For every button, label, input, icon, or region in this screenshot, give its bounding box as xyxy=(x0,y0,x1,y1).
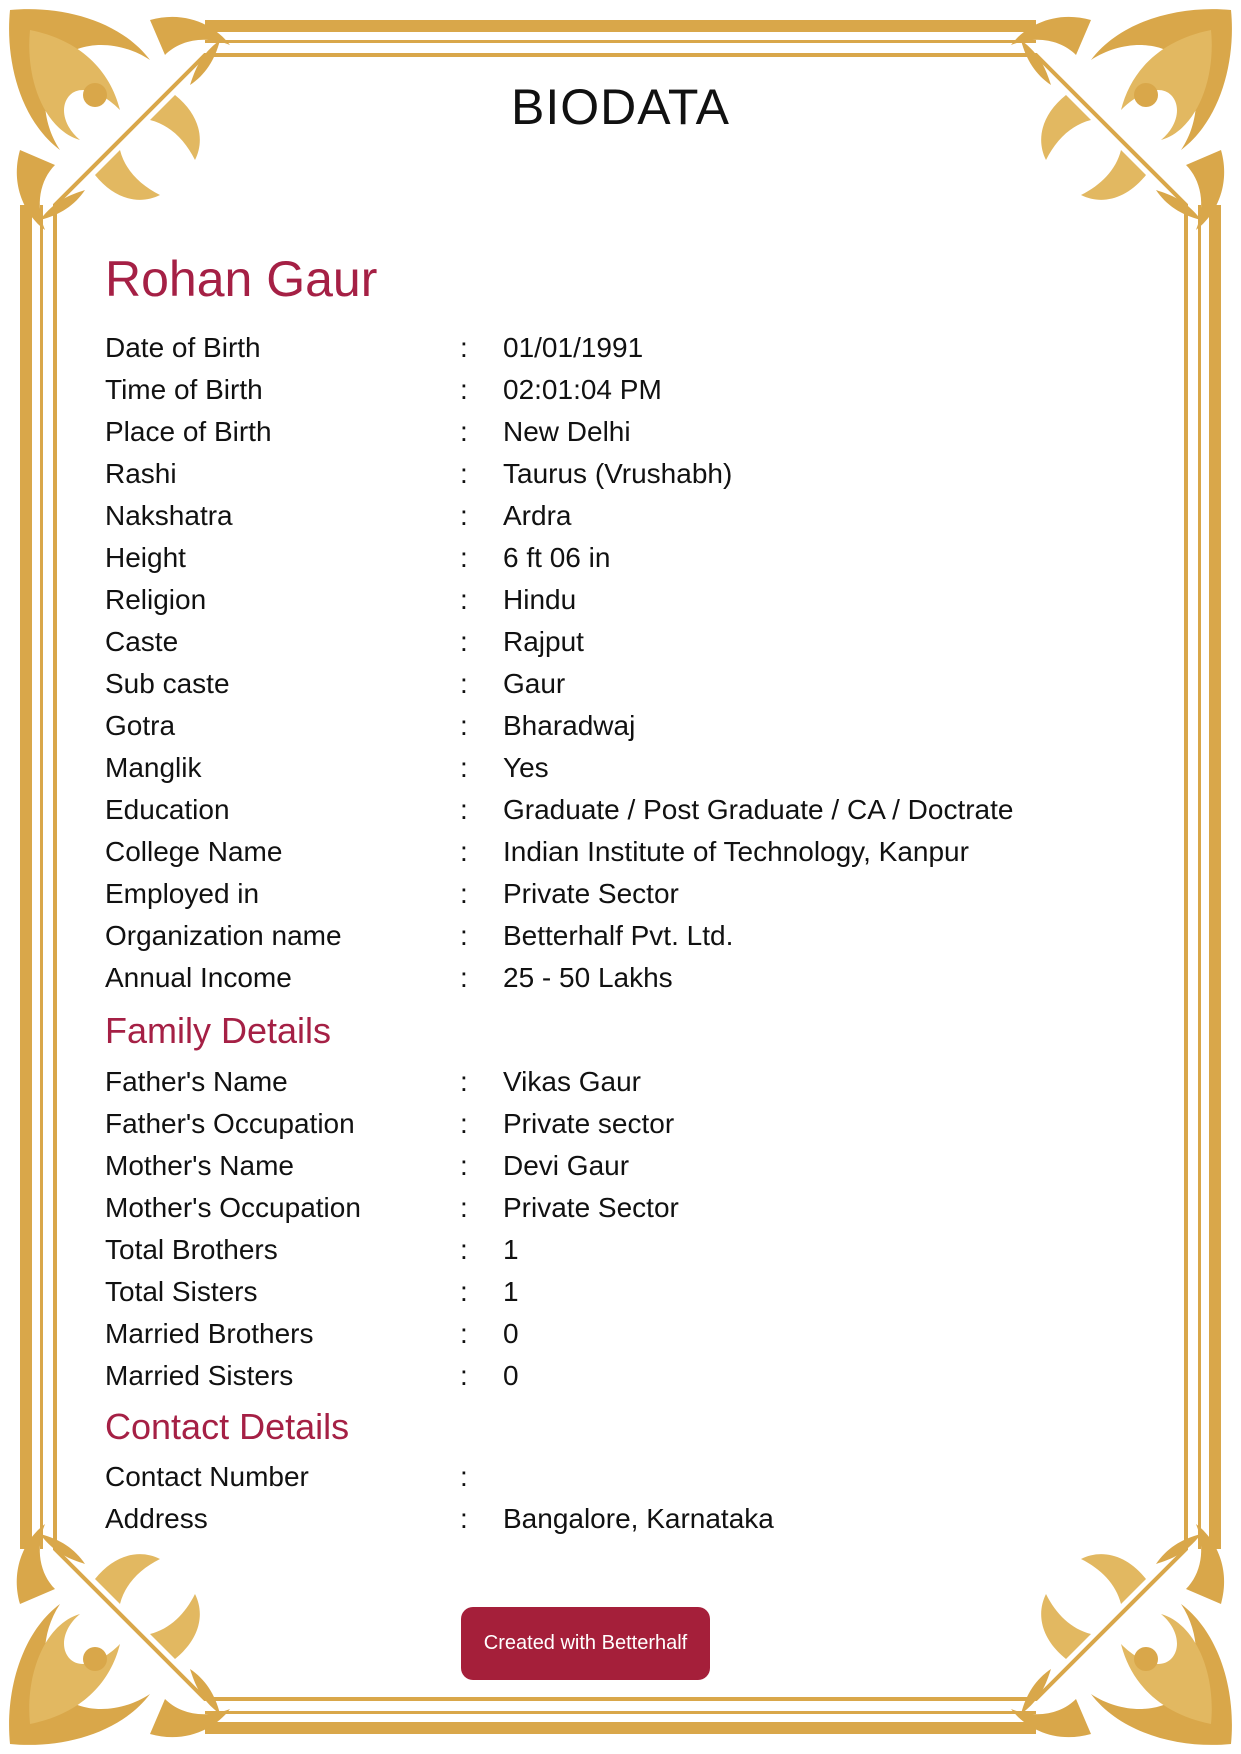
detail-separator: : xyxy=(460,1503,468,1534)
detail-value: Indian Institute of Technology, Kanpur xyxy=(503,836,969,867)
detail-separator: : xyxy=(460,374,468,405)
detail-label: Annual Income xyxy=(105,962,292,993)
detail-value: Betterhalf Pvt. Ltd. xyxy=(503,920,734,951)
detail-separator: : xyxy=(460,710,468,741)
detail-separator: : xyxy=(460,1192,468,1223)
detail-label: Mother's Name xyxy=(105,1150,294,1181)
detail-label: College Name xyxy=(105,836,283,867)
detail-separator: : xyxy=(460,794,468,825)
detail-label: Sub caste xyxy=(105,668,230,699)
detail-separator: : xyxy=(460,920,468,951)
detail-value: 25 - 50 Lakhs xyxy=(503,962,673,993)
detail-label: Father's Occupation xyxy=(105,1108,355,1139)
detail-value: 0 xyxy=(503,1360,519,1391)
detail-separator: : xyxy=(460,626,468,657)
detail-separator: : xyxy=(460,1066,468,1097)
detail-separator: : xyxy=(460,752,468,783)
detail-value: Bharadwaj xyxy=(503,710,636,741)
detail-label: Address xyxy=(105,1503,208,1534)
detail-value: Gaur xyxy=(503,668,566,699)
detail-value: 1 xyxy=(503,1276,519,1307)
detail-value: Private Sector xyxy=(503,1192,679,1223)
detail-label: Time of Birth xyxy=(105,374,263,405)
detail-value: Taurus (Vrushabh) xyxy=(503,458,733,489)
detail-label: Date of Birth xyxy=(105,332,261,363)
detail-value: 02:01:04 PM xyxy=(503,374,662,405)
detail-value: Bangalore, Karnataka xyxy=(503,1503,774,1534)
detail-separator: : xyxy=(460,878,468,909)
detail-label: Gotra xyxy=(105,710,176,741)
detail-separator: : xyxy=(460,668,468,699)
detail-separator: : xyxy=(460,1234,468,1265)
detail-value: Yes xyxy=(503,752,549,783)
detail-label: Place of Birth xyxy=(105,416,272,447)
detail-separator: : xyxy=(460,584,468,615)
detail-label: Father's Name xyxy=(105,1066,288,1097)
detail-separator: : xyxy=(460,1461,468,1492)
detail-value: Devi Gaur xyxy=(503,1150,630,1181)
detail-separator: : xyxy=(460,458,468,489)
detail-separator: : xyxy=(460,1150,468,1181)
detail-separator: : xyxy=(460,1108,468,1139)
detail-value: New Delhi xyxy=(503,416,631,447)
detail-label: Organization name xyxy=(105,920,342,951)
detail-separator: : xyxy=(460,1360,468,1391)
detail-separator: : xyxy=(460,542,468,573)
detail-separator: : xyxy=(460,416,468,447)
detail-label: Mother's Occupation xyxy=(105,1192,361,1223)
detail-label: Total Brothers xyxy=(105,1234,278,1265)
detail-separator: : xyxy=(460,962,468,993)
detail-label: Religion xyxy=(105,584,207,615)
contact-details-heading: Contact Details xyxy=(105,1406,350,1447)
created-with-betterhalf-button[interactable]: Created with Betterhalf xyxy=(461,1607,710,1680)
detail-separator: : xyxy=(460,1276,468,1307)
detail-label: Total Sisters xyxy=(105,1276,258,1307)
detail-value: 6 ft 06 in xyxy=(503,542,611,573)
detail-label: Nakshatra xyxy=(105,500,233,531)
detail-value: Private Sector xyxy=(503,878,679,909)
detail-label: Rashi xyxy=(105,458,177,489)
detail-label: Married Brothers xyxy=(105,1318,314,1349)
detail-value: 1 xyxy=(503,1234,519,1265)
detail-value: Graduate / Post Graduate / CA / Doctrate xyxy=(503,794,1014,825)
detail-value: Rajput xyxy=(503,626,584,657)
detail-value: 01/01/1991 xyxy=(503,332,644,363)
detail-value: Private sector xyxy=(503,1108,675,1139)
detail-value: Hindu xyxy=(503,584,577,615)
detail-label: Manglik xyxy=(105,752,202,783)
detail-separator: : xyxy=(460,500,468,531)
detail-label: Education xyxy=(105,794,230,825)
detail-label: Contact Number xyxy=(105,1461,309,1492)
detail-label: Employed in xyxy=(105,878,260,909)
detail-value: 0 xyxy=(503,1318,519,1349)
detail-label: Caste xyxy=(105,626,179,657)
detail-label: Married Sisters xyxy=(105,1360,294,1391)
person-name: Rohan Gaur xyxy=(105,251,378,307)
detail-separator: : xyxy=(460,332,468,363)
detail-separator: : xyxy=(460,1318,468,1349)
detail-value: Ardra xyxy=(503,500,572,531)
family-details-heading: Family Details xyxy=(105,1010,332,1051)
detail-separator: : xyxy=(460,836,468,867)
document-title: BIODATA xyxy=(510,79,731,135)
detail-label: Height xyxy=(105,542,186,573)
detail-value: Vikas Gaur xyxy=(503,1066,641,1097)
